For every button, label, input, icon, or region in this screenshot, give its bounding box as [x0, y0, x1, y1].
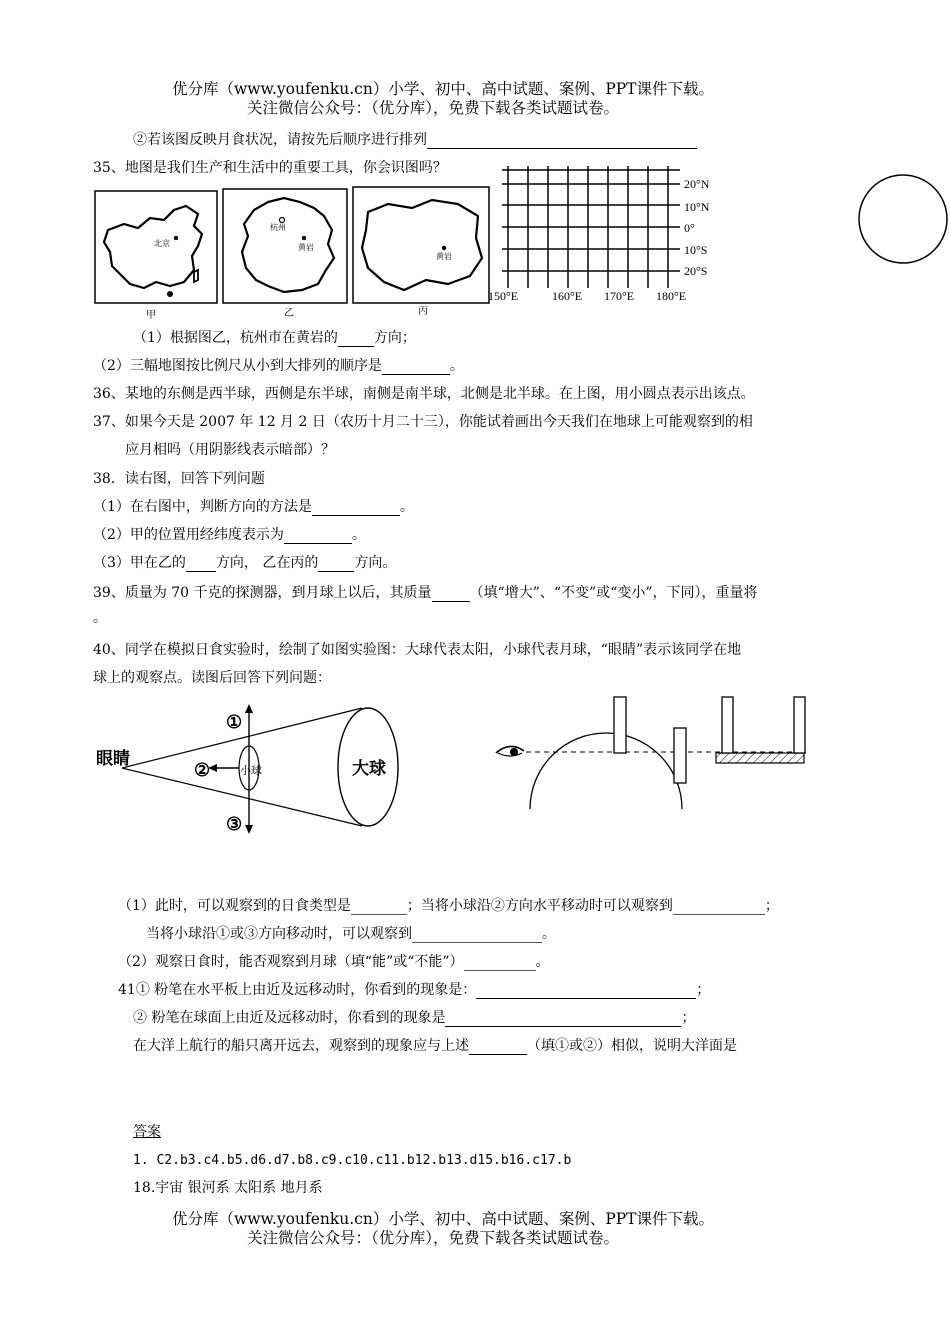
answer-blank[interactable]: [469, 1040, 527, 1055]
answer-blank[interactable]: [284, 529, 352, 544]
moon-phase-circle[interactable]: [856, 172, 950, 266]
map-jia-caption: 甲: [146, 310, 156, 321]
answer-blank[interactable]: [432, 587, 470, 602]
map-yi-caption: 乙: [284, 308, 294, 319]
sphere-surface: [530, 733, 682, 809]
label-dir-1: ①: [226, 712, 243, 732]
q40-line2: 球上的观察点。读图后回答下列问题：: [93, 670, 331, 686]
q38-stem: 38．读右图，回答下列问题: [93, 471, 265, 487]
q39-line2: 。: [93, 610, 107, 626]
q40-line1: 40、同学在模拟日食实验时，绘制了如图实验图：大球代表太阳，小球代表月球，“眼睛”表示该同学在地: [93, 642, 742, 658]
lat-label-20n: 20°N: [684, 177, 710, 191]
lat-label-10s: 10°S: [684, 243, 708, 257]
q37-line1: 37、如果今天是 2007 年 12 月 2 日（农历十月二十三），你能试着画出今天我们在地球上可能观察到的相: [93, 414, 753, 430]
china-outline: [104, 206, 202, 288]
chalk-top: [614, 697, 626, 753]
q38-sub3: （3）甲在乙的 方向， 乙在丙的 方向。: [93, 555, 397, 571]
q37-line2: 应月相吗（用阴影线表示暗部）？: [125, 442, 335, 458]
hangzhou-dot: [280, 218, 285, 223]
map-jia-city: 北京: [154, 239, 170, 248]
chalk-board-far: [794, 697, 805, 753]
answer-blank[interactable]: [476, 984, 696, 999]
q41-line3: 在大洋上航行的船只离开远去，观察到的现象应与上述 （填①或②）相似，说明大洋面是: [133, 1038, 737, 1054]
answer-blank[interactable]: [351, 900, 407, 915]
lon-label-180e: 180°E: [656, 289, 687, 303]
map-yi-city1: 杭州: [270, 223, 286, 232]
answers-title: 答案: [133, 1124, 161, 1140]
answer-blank[interactable]: [312, 501, 400, 516]
lat-label-10n: 10°N: [684, 200, 710, 214]
eclipse-diagram: [94, 700, 414, 840]
huangyan-dot-bing: [442, 246, 446, 250]
beijing-dot: [174, 236, 178, 240]
answer-blank[interactable]: [318, 557, 354, 572]
huangyan-dot-yi: [302, 236, 306, 240]
q34-sub2: ②若该图反映月食状况，请按先后顺序进行排列: [133, 132, 697, 149]
q41-line2: ② 粉笔在球面上由近及远移动时，你看到的现象是 ；: [133, 1010, 696, 1026]
answer-blank[interactable]: [673, 900, 765, 915]
answer-blank[interactable]: [412, 928, 542, 943]
q35-sub1: （1）根据图乙，杭州市在黄岩的 方向；: [133, 330, 416, 346]
map-bing-caption: 丙: [418, 306, 428, 317]
map-bing-city: 黄岩: [436, 252, 452, 261]
flat-board: [716, 753, 804, 763]
lon-label-160e: 160°E: [552, 289, 583, 303]
answer-blank[interactable]: [382, 360, 450, 375]
zhejiang-outline: [242, 198, 334, 292]
lat-label-0: 0°: [684, 221, 695, 235]
label-eye: 眼睛: [96, 749, 130, 768]
answers-line-2: 18.宇宙 银河系 太阳系 地月系: [133, 1180, 323, 1196]
chalk-board-near: [722, 697, 733, 753]
header-line-2: 关注微信公众号：（优分库），免费下载各类试题试卷。: [247, 99, 620, 117]
lat-label-20s: 20°S: [684, 264, 708, 278]
q39-line1: 39、质量为 70 千克的探测器，到月球上以后，其质量 （填“增大”、“不变”或“变小”，下同），重量将: [93, 585, 758, 601]
header-line-1: 优分库（www.youfenku.cn）小学、初中、高中试题、案例、PPT课件下载。: [172, 80, 715, 98]
footer-line-2: 关注微信公众号：（优分库），免费下载各类试题试卷。: [247, 1229, 620, 1247]
label-small-ball: 小球: [240, 765, 262, 777]
label-dir-2: ②: [194, 760, 211, 780]
q40-sub1-cont: 当将小球沿①或③方向移动时，可以观察到 。: [146, 926, 556, 942]
map-jia: [94, 190, 218, 322]
q38-sub2: （2）甲的位置用经纬度表示为 。: [93, 527, 366, 543]
answer-blank[interactable]: [445, 1012, 681, 1027]
map-bing: [352, 186, 490, 318]
lon-label-150e: 150°E: [488, 289, 519, 303]
chalk-side: [674, 728, 686, 783]
label-big-ball: 大球: [352, 759, 386, 778]
q36: 36、某地的东侧是西半球，西侧是东半球，南侧是南半球，北侧是北半球。在上图，用小圆点表示出该点。: [93, 386, 755, 402]
footer-line-1: 优分库（www.youfenku.cn）小学、初中、高中试题、案例、PPT课件下载。: [172, 1210, 715, 1228]
map-yi-city2: 黄岩: [298, 243, 314, 252]
q40-sub2: （2）观察日食时，能否观察到月球（填“能”或“不能”） 。: [118, 954, 550, 970]
lat-lon-grid: [488, 160, 728, 305]
answer-blank[interactable]: [338, 332, 374, 347]
q35-stem: 35、地图是我们生产和生活中的重要工具，你会识图吗？: [93, 160, 447, 176]
q38-sub1: （1）在右图中，判断方向的方法是 。: [93, 499, 414, 515]
label-dir-3: ③: [226, 814, 243, 834]
answer-blank[interactable]: [464, 956, 536, 971]
lon-label-170e: 170°E: [604, 289, 635, 303]
taiwan-outline: [194, 270, 198, 282]
huangyan-outline: [362, 200, 482, 290]
q41-line1: 41① 粉笔在水平板上由近及远移动时，你看到的现象是： ；: [118, 982, 711, 998]
chalk-experiment-diagram: [490, 695, 820, 815]
eye-icon: [496, 746, 524, 756]
q40-sub1: （1）此时，可以观察到的日食类型是 ；当将小球沿②方向水平移动时可以观察到 ；: [118, 898, 779, 914]
answers-line-1: 1. C2.b3.c4.b5.d6.d7.b8.c9.c10.c11.b12.b13.d15.b16.c17.b: [133, 1153, 572, 1168]
map-yi: [222, 188, 348, 320]
q35-sub2: （2）三幅地图按比例尺从小到大排列的顺序是 。: [93, 358, 464, 374]
answer-blank[interactable]: [427, 134, 697, 149]
answer-blank[interactable]: [186, 557, 216, 572]
hainan-dot: [167, 291, 173, 297]
